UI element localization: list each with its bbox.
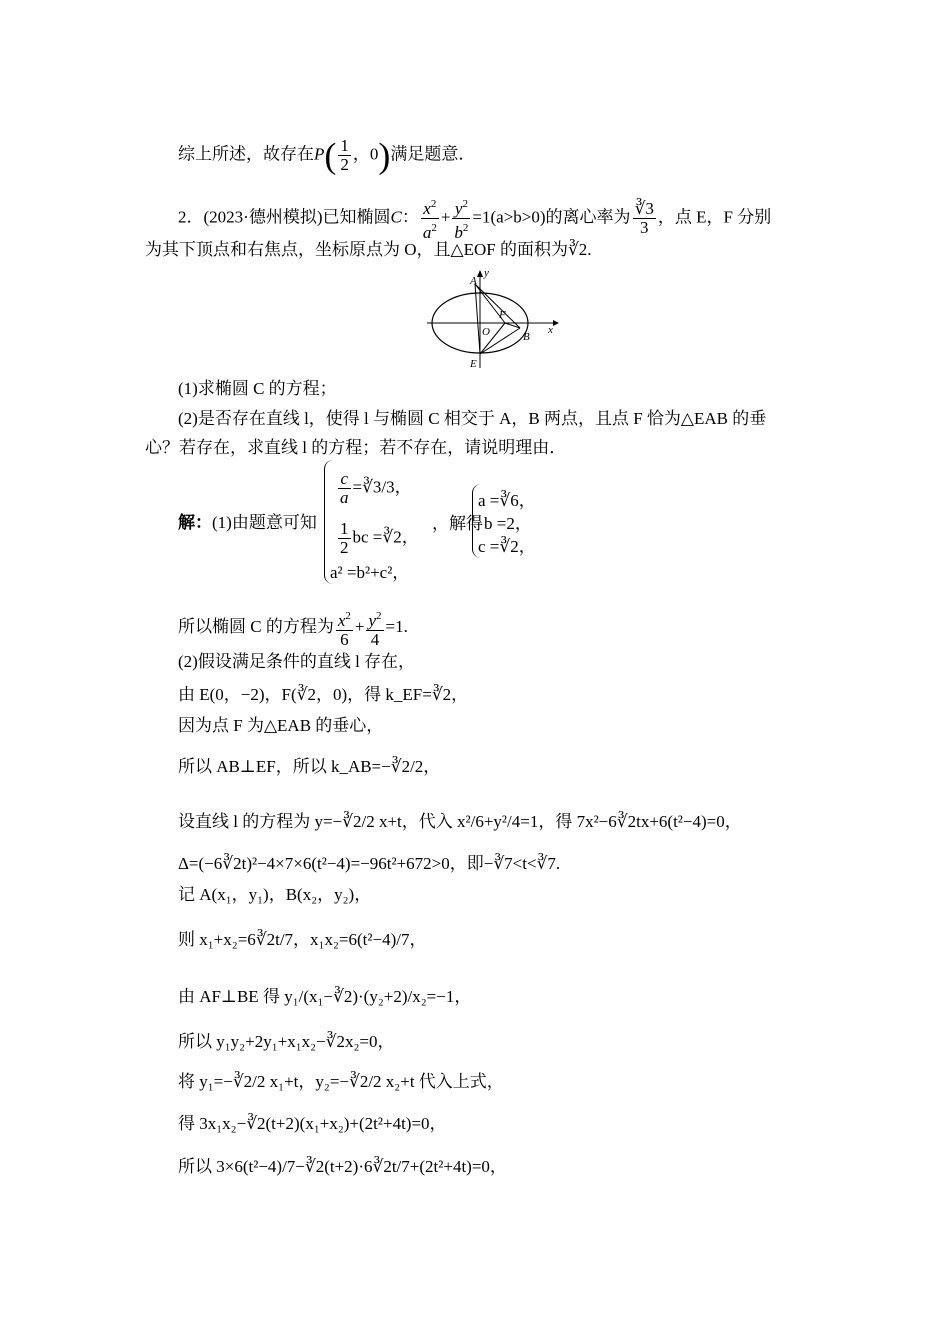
eccentricity-fraction xyxy=(633,200,656,237)
question-2-line-1: 2．(2023·德州模拟)已知椭圆C： $\frac{x^2}{a^2}$ + $\frac{y^2}{b^2}$ =1(a>b>0)的离心率为 $\frac{∛3}{3}$ ，点 E，F 分别 xyxy=(178,195,771,242)
label-y: y xyxy=(484,268,489,279)
y2-b2-fraction: $\frac{y^2}{b^2}$ xyxy=(454,198,469,242)
ecc-num: ∛3 xyxy=(634,199,654,218)
step-3: 因为点 F 为△EAB 的垂心， xyxy=(178,716,384,735)
conclusion-text: 综上所述，故存在 xyxy=(178,144,314,164)
system-2-row-3: c =∛2， xyxy=(478,537,536,556)
label-x: x xyxy=(548,324,553,336)
step-5: 设直线 l 的方程为 y=−∛2/2 x+t，代入 x²/6+y²/4=1，得 7x²−6∛2tx+6(t²−4)=0， xyxy=(178,812,742,831)
x2-a2-fraction: $\frac{x^2}{a^2}$ xyxy=(422,198,437,242)
label-e: E xyxy=(470,358,477,370)
x-axis-arrow xyxy=(553,320,559,326)
ecc-den: 3 xyxy=(633,218,656,237)
step-12: 得 3x₁x₂−∛2(t+2)(x₁+x₂)+(2t²+4t)=0， xyxy=(178,1114,447,1133)
question-2-tail: ，点 E，F 分别 xyxy=(657,207,772,227)
conclusion-line xyxy=(178,137,475,174)
solution-label: 解： xyxy=(178,513,212,532)
p-x-num: 1 xyxy=(340,136,349,155)
system-1-row-2-text: bc =∛2， xyxy=(352,527,419,547)
label-o: O xyxy=(482,326,490,338)
step-9: 由 AF⊥BE 得 y₁/(x₁−∛2)·(y₂+2)/x₂=−1， xyxy=(178,987,472,1006)
step-2: 由 E(0，−2)，F(∛2，0)，得 k_EF=∛2， xyxy=(178,685,469,704)
system-1-row-1-text: =∛3/3， xyxy=(352,477,412,497)
ellipse-figure xyxy=(425,268,565,373)
solve-word: ，解得 xyxy=(432,514,483,533)
step-8: 则 x₁+x₂=6∛2t/7，x₁x₂=6(t²−4)/7， xyxy=(178,930,427,949)
step-11: 将 y₁=−∛2/2 x₁+t，y₂=−∛2/2 x₂+t 代入上式， xyxy=(178,1072,504,1091)
segment-ae xyxy=(475,284,480,354)
system-2-row-2: b =2， xyxy=(484,514,532,533)
p-x-den: 2 xyxy=(340,155,349,174)
conclusion-end: 满足题意． xyxy=(390,144,476,164)
label-b: B xyxy=(523,331,530,343)
step-13: 所以 3×6(t²−4)/7−∛2(t+2)·6∛2t/7+(2t²+4t)=0， xyxy=(178,1157,507,1176)
ellipse-equation: 所以椭圆 C 的方程为 $\frac{x^2}{6}$ + $\frac{y^2}{4}$ =1. xyxy=(178,607,408,649)
label-f: F xyxy=(499,309,506,321)
step-1: (2)假设满足条件的直线 l 存在， xyxy=(178,652,416,671)
question-2-line-2: 为其下顶点和右焦点，坐标原点为 O，且△EOF 的面积为∛2. xyxy=(145,240,592,259)
p-x-fraction xyxy=(338,137,351,174)
half-fraction: $\frac{1}{2}$ xyxy=(340,519,349,557)
ellipse-equation-text: 所以椭圆 C 的方程为 xyxy=(178,616,334,636)
system-1-row-3: a² =b²+c²， xyxy=(330,563,410,582)
sub-question-2-a: (2)是否存在直线 l，使得 l 与椭圆 C 相交于 A，B 两点，且点 F 恰为△EAB 的垂 xyxy=(178,409,767,428)
system-1-row-1 xyxy=(336,470,412,507)
ellipse-c: C xyxy=(390,207,402,227)
solution-head xyxy=(178,511,317,535)
segment-ab xyxy=(475,284,520,328)
y-axis-arrow xyxy=(477,270,483,277)
p-y-text: ，0 xyxy=(352,144,379,164)
c-over-a: $\frac{c}{a}$ xyxy=(340,469,349,507)
system-1-row-2 xyxy=(336,520,419,557)
solution-intro: (1)由题意可知 xyxy=(212,513,317,532)
x2-over-6: $\frac{x^2}{6}$ xyxy=(337,610,351,649)
paren-open: ( xyxy=(324,135,337,176)
sub-question-2-b: 心？若存在，求直线 l 的方程；若不存在，请说明理由． xyxy=(145,438,567,457)
step-7: 记 A(x₁，y₁)，B(x₂，y₂)， xyxy=(178,885,372,904)
paren-close: ) xyxy=(378,135,391,176)
question-2-head: 2．(2023·德州模拟)已知椭圆 xyxy=(178,207,391,227)
step-10: 所以 y₁y₂+2y₁+x₁x₂−∛2x₂=0， xyxy=(178,1032,395,1051)
sub-question-1: (1)求椭圆 C 的方程； xyxy=(178,379,337,398)
system-2-row-1: a =∛6， xyxy=(478,491,536,510)
label-a: A xyxy=(470,275,477,287)
step-6: Δ=(−6∛2t)²−4×7×6(t²−4)=−96t²+672>0，即−∛7<t<∛7. xyxy=(178,854,561,873)
step-4: 所以 AB⊥EF，所以 k_AB=−∛2/2， xyxy=(178,757,441,776)
point-p: P xyxy=(314,144,325,164)
y2-over-4: $\frac{y^2}{4}$ xyxy=(368,610,382,649)
ellipse-equation-end: =1. xyxy=(385,616,408,636)
ellipse-condition: =1(a>b>0)的离心率为 xyxy=(472,207,631,227)
